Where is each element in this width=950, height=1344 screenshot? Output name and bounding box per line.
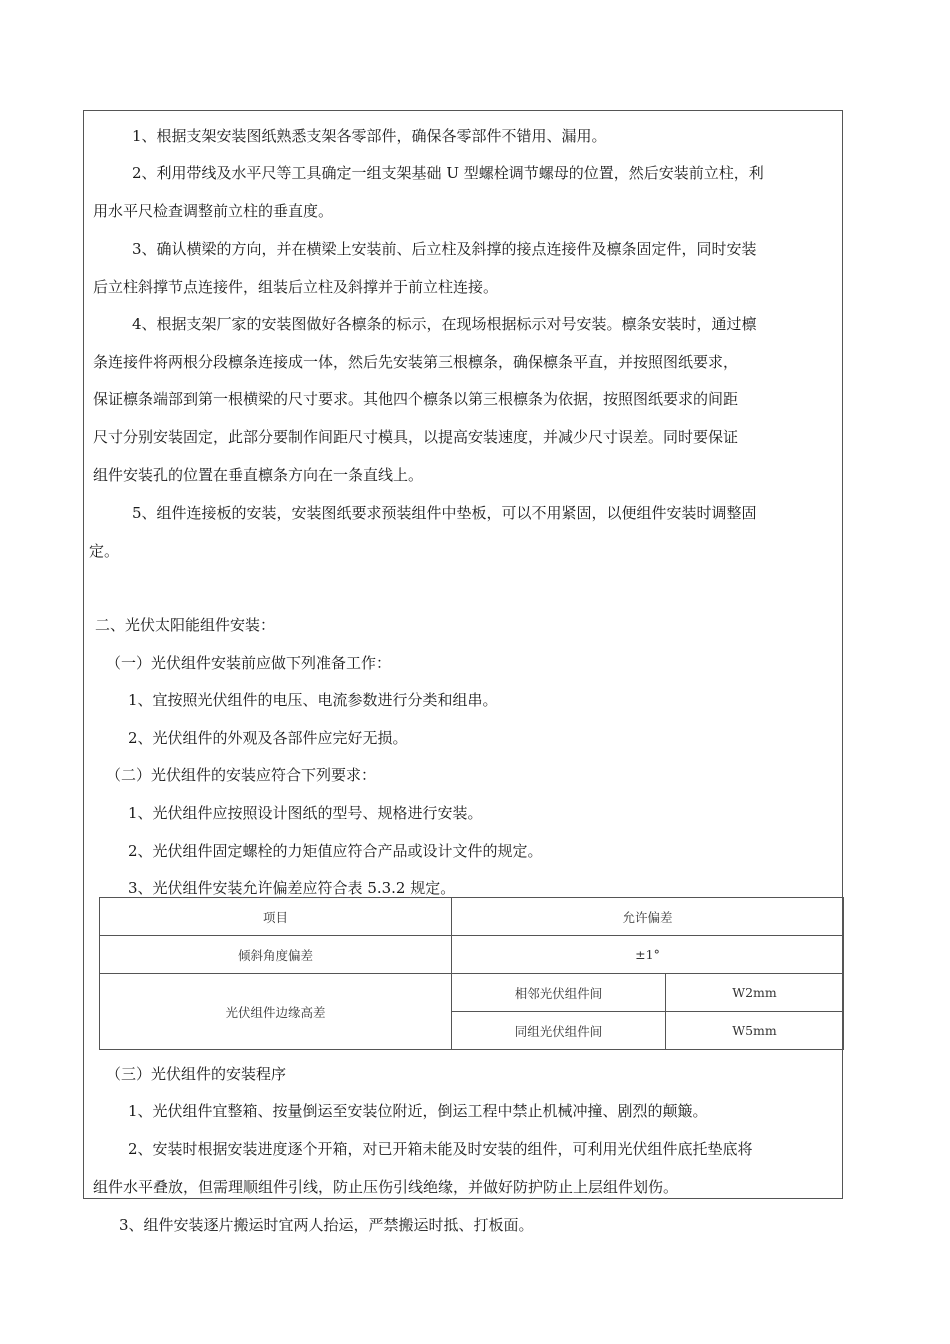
subsection-3-item-2-line-1: 2、安装时根据安装进度逐个开箱，对已开箱未能及时安装的组件，可利用光伏组件底托垫底将 [128, 1140, 753, 1158]
subsection-1-item-1: 1、宜按照光伏组件的电压、电流参数进行分类和组串。 [128, 691, 498, 709]
section-2-heading: 二、光伏太阳能组件安装： [95, 616, 276, 634]
table-cell-tolerance: W5mm [666, 1012, 844, 1050]
subsection-1-item-2: 2、光伏组件的外观及各部件应完好无损。 [128, 729, 408, 747]
paragraph-4-line-5: 组件安装孔的位置在垂直檩条方向在一条直线上。 [93, 466, 424, 484]
paragraph-3-line-1: 3、确认横梁的方向，并在横梁上安装前、后立柱及斜撑的接点连接件及檩条固定件，同时安装 [132, 240, 757, 258]
subsection-3-item-1: 1、光伏组件宜整箱、按量倒运至安装位附近，倒运工程中禁止机械冲撞、剧烈的颠簸。 [128, 1102, 708, 1120]
subsection-2-item-1: 1、光伏组件应按照设计图纸的型号、规格进行安装。 [128, 804, 483, 822]
table-cell-subitem: 同组光伏组件间 [452, 1012, 666, 1050]
table-cell-item: 光伏组件边缘高差 [100, 974, 452, 1050]
paragraph-1: 1、根据支架安装图纸熟悉支架各零部件，确保各零部件不错用、漏用。 [132, 127, 607, 145]
tolerance-table [99, 897, 844, 1050]
paragraph-4-line-2: 条连接件将两根分段檩条连接成一体，然后先安装第三根檩条，确保檩条平直，并按照图纸要求， [93, 353, 739, 371]
paragraph-4-line-3: 保证檩条端部到第一根横梁的尺寸要求。其他四个檩条以第三根檩条为依据，按照图纸要求的间距 [93, 390, 739, 408]
subsection-2-heading: （二）光伏组件的安装应符合下列要求： [106, 766, 377, 784]
subsection-2-item-3: 3、光伏组件安装允许偏差应符合表 5.3.2 规定。 [128, 879, 456, 897]
subsection-1-heading: （一）光伏组件安装前应做下列准备工作： [106, 654, 392, 672]
table-cell-tolerance: W2mm [666, 974, 844, 1012]
table-header-tolerance: 允许偏差 [452, 898, 844, 936]
table-row [100, 936, 844, 974]
subsection-2-item-2: 2、光伏组件固定螺栓的力矩值应符合产品或设计文件的规定。 [128, 842, 543, 860]
table-header-row [100, 898, 844, 936]
table-cell-item: 倾斜角度偏差 [100, 936, 452, 974]
paragraph-4-line-4: 尺寸分别安装固定，此部分要制作间距尺寸模具，以提高安装速度，并减少尺寸误差。同时要保证 [93, 428, 739, 446]
paragraph-2-line-1: 2、利用带线及水平尺等工具确定一组支架基础 U 型螺栓调节螺母的位置，然后安装前立柱，利 [132, 164, 764, 182]
paragraph-5-line-2: 定。 [89, 542, 120, 560]
subsection-3-heading: （三）光伏组件的安装程序 [106, 1065, 287, 1083]
table-cell-subitem: 相邻光伏组件间 [452, 974, 666, 1012]
paragraph-2-line-2: 用水平尺检查调整前立柱的垂直度。 [93, 202, 334, 220]
paragraph-5-line-1: 5、组件连接板的安装，安装图纸要求预装组件中垫板，可以不用紧固，以便组件安装时调整固 [132, 504, 757, 522]
table-header-item: 项目 [100, 898, 452, 936]
table-row [100, 974, 844, 1012]
subsection-3-item-2-line-2: 组件水平叠放，但需理顺组件引线，防止压伤引线绝缘，并做好防护防止上层组件划伤。 [93, 1178, 679, 1196]
paragraph-3-line-2: 后立柱斜撑节点连接件，组装后立柱及斜撑并于前立柱连接。 [93, 278, 499, 296]
subsection-3-item-3: 3、组件安装逐片搬运时宜两人抬运，严禁搬运时抵、打板面。 [119, 1216, 534, 1234]
table-cell-tolerance: ±1° [452, 936, 844, 974]
paragraph-4-line-1: 4、根据支架厂家的安装图做好各檩条的标示，在现场根据标示对号安装。檩条安装时，通过檩 [132, 315, 757, 333]
